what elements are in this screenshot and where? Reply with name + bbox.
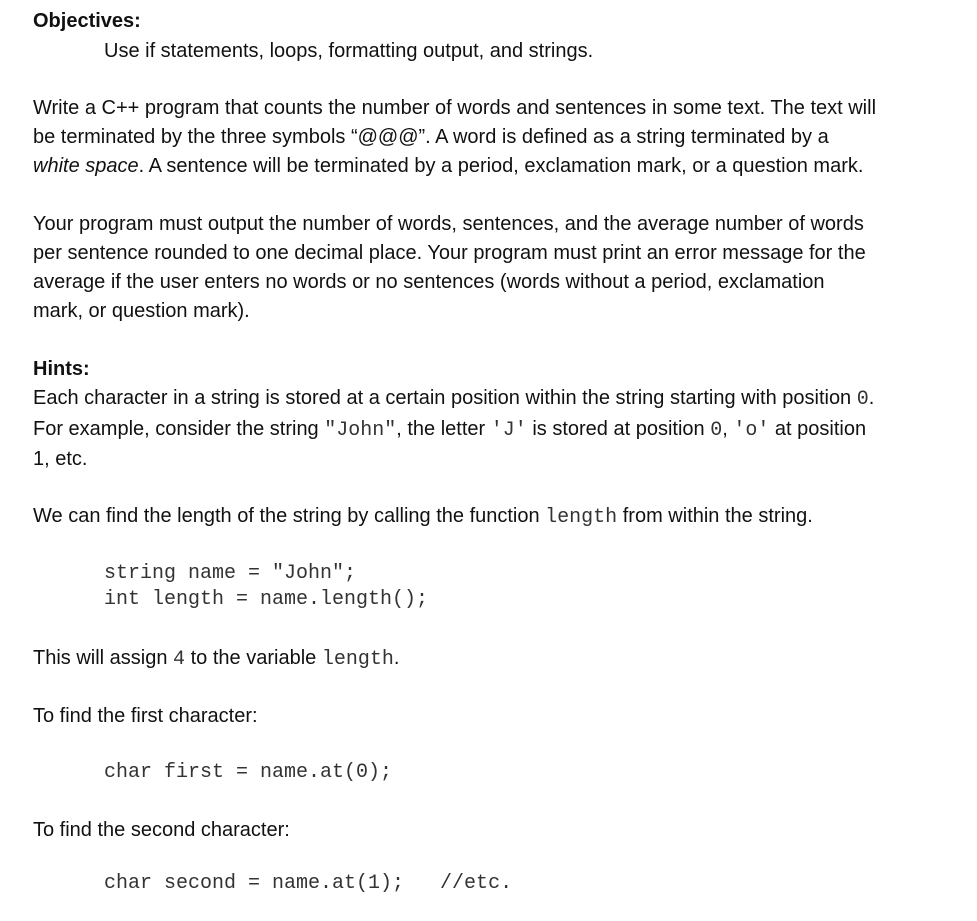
index-zero-code: 0	[710, 419, 723, 442]
value-four-code: 4	[173, 648, 186, 671]
white-space-term: white space	[33, 155, 139, 177]
hints-line2-d: ,	[722, 418, 734, 440]
first-char-text: To find the first character:	[33, 705, 258, 727]
hints-line2	[33, 417, 866, 443]
char-o-code: 'o'	[733, 419, 770, 442]
assign-b: to the variable	[185, 647, 322, 669]
hints-line1-text: Each character in a string is stored at a certain position within the string starting with position	[33, 387, 857, 409]
para2-line3: average if the user enters no words or no sentences (words without a period, exclamation	[33, 271, 825, 293]
hints-line2-a: For example, consider the string	[33, 418, 325, 440]
john-string-code: "John"	[324, 419, 397, 442]
hints-line2-b: , the letter	[396, 418, 491, 440]
para2-line4: mark, or question mark).	[33, 300, 250, 322]
hints-line2-c: is stored at position	[526, 418, 711, 440]
position-zero-code: 0	[856, 388, 869, 411]
code-int-length: int length = name.length();	[104, 588, 429, 611]
objectives-heading: Objectives:	[33, 10, 141, 32]
assign-paragraph	[33, 646, 399, 672]
hints-line1-end: .	[868, 387, 875, 409]
code-string-name: string name = "John";	[104, 562, 357, 585]
para2-line2: per sentence rounded to one decimal place. Your program must print an error message for the	[33, 242, 866, 264]
hints-line1	[33, 386, 874, 412]
objectives-text: Use if statements, loops, formatting output, and strings.	[104, 40, 594, 62]
para1-line2: be terminated by the three symbols “@@@”. A word is defined as a string terminated by a	[33, 126, 829, 148]
para2-line1: Your program must output the number of words, sentences, and the average number of words	[33, 213, 864, 235]
para1-line3-rest: . A sentence will be terminated by a period, exclamation mark, or a question mark.	[138, 155, 864, 177]
length-variable-code: length	[321, 648, 394, 671]
length-paragraph	[33, 504, 813, 530]
hints-heading: Hints:	[33, 358, 90, 380]
para1-line3	[33, 154, 863, 178]
length-function-code: length	[545, 506, 618, 529]
assign-a: This will assign	[33, 647, 174, 669]
hints-line2-e: at position	[769, 418, 867, 440]
code-char-second: char second = name.at(1); //etc.	[104, 872, 513, 895]
code-char-first: char first = name.at(0);	[104, 761, 393, 784]
char-j-code: 'J'	[490, 419, 527, 442]
second-char-text: To find the second character:	[33, 819, 290, 841]
para1-line1: Write a C++ program that counts the number of words and sentences in some text. The text will	[33, 97, 877, 119]
length-para-a: We can find the length of the string by calling the function	[33, 505, 546, 527]
assign-c: .	[393, 647, 400, 669]
length-para-b: from within the string.	[617, 505, 813, 527]
hints-line3: 1, etc.	[33, 448, 88, 470]
